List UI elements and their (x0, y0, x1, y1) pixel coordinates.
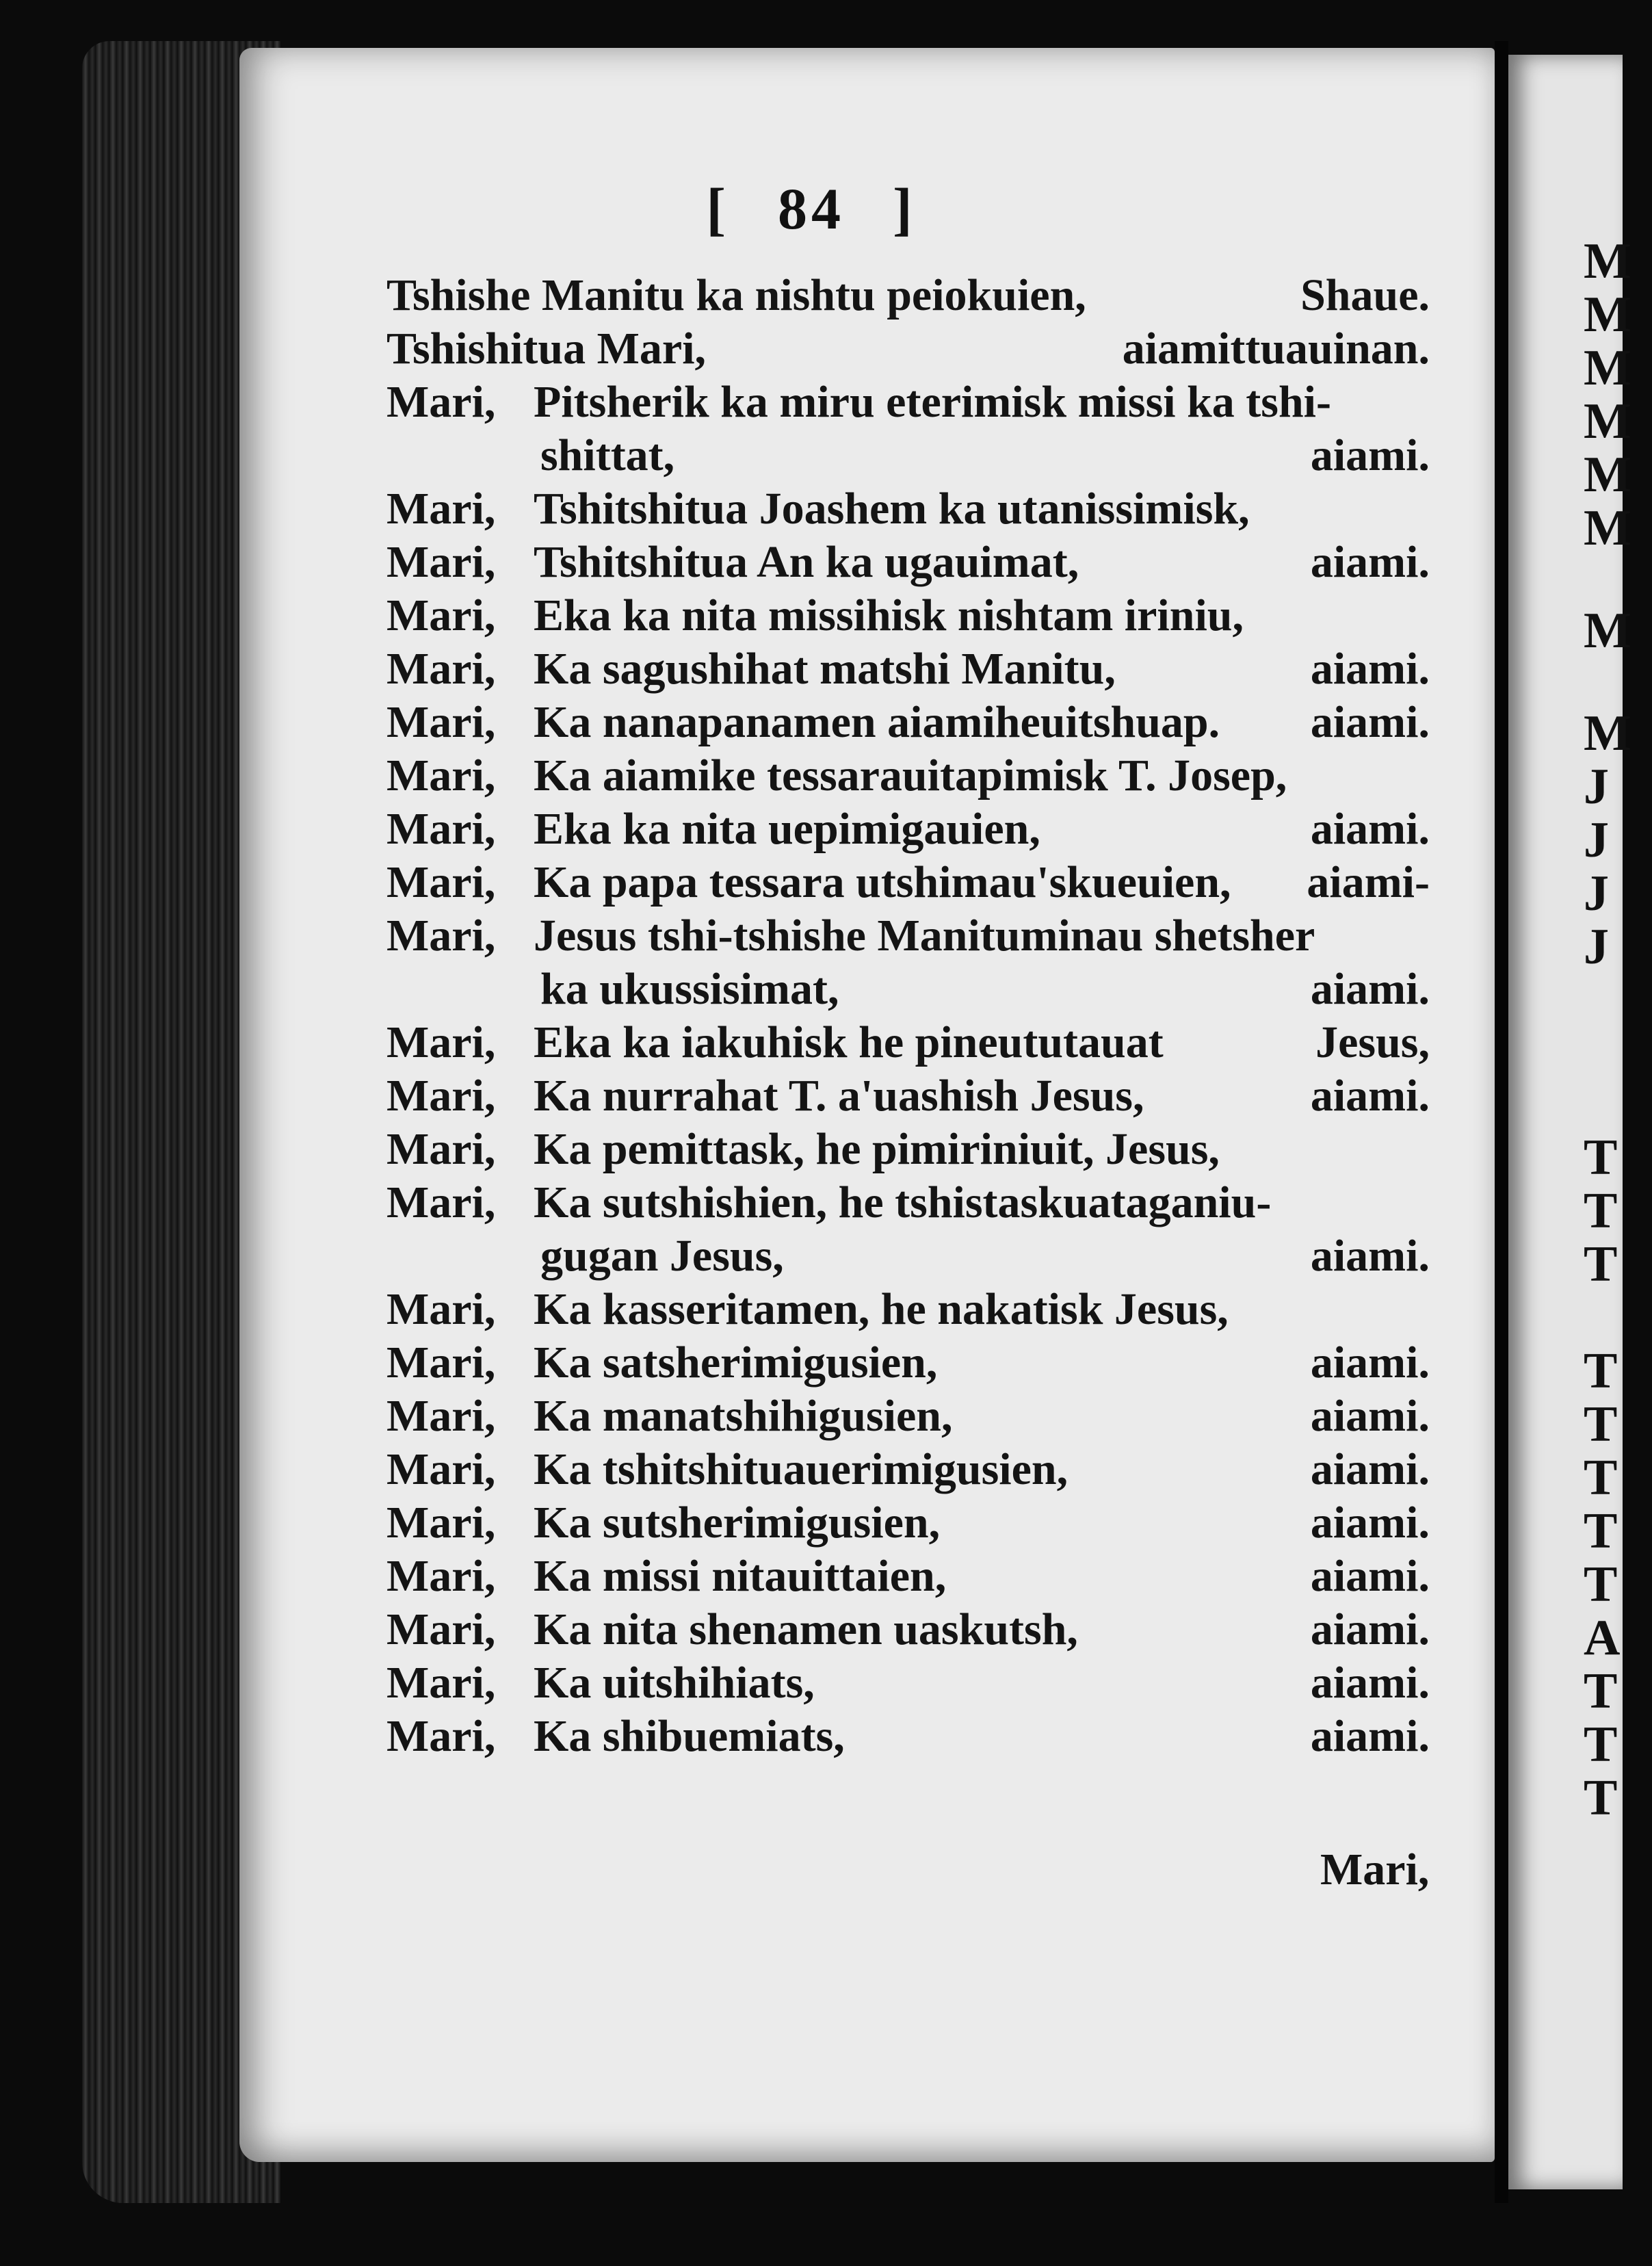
adjacent-page-letter: T (1584, 1557, 1618, 1613)
line-response: aiami. (1310, 537, 1430, 587)
adjacent-page-letter: M (1584, 340, 1631, 396)
line-text: Ka tshitshituauerimigusien, (534, 1444, 1068, 1494)
line-text: Ka uitshihiats, (534, 1658, 815, 1708)
line-invocation: Mari, (386, 911, 496, 961)
line-invocation: Mari, (386, 1391, 496, 1441)
adjacent-page-letter: J (1584, 919, 1609, 975)
adjacent-page-letter: T (1584, 1450, 1618, 1506)
line-invocation: Mari, (386, 1604, 496, 1654)
line-response: aiami. (1310, 430, 1430, 480)
line-invocation: Mari, (386, 1124, 496, 1174)
line-invocation: Mari, (386, 857, 496, 907)
line-response: aiami. (1310, 697, 1430, 747)
line-invocation: Mari, (386, 1551, 496, 1601)
adjacent-page-letter: A (1584, 1610, 1621, 1666)
line-invocation: Mari, (386, 697, 496, 747)
line-text: Tshitshitua Joashem ka utanissimisk, (534, 484, 1250, 534)
line-response: aiami. (1310, 1231, 1430, 1281)
line-text: Tshishe Manitu ka nishtu peiokuien, (386, 270, 1086, 320)
adjacent-page-letter: M (1584, 603, 1631, 659)
catchword: Mari, (1320, 1845, 1430, 1894)
text-line (386, 694, 1430, 751)
line-invocation: Mari, (386, 1444, 496, 1494)
line-response: Shaue. (1300, 270, 1430, 320)
text-line (386, 1014, 1430, 1071)
line-response: aiami. (1310, 1551, 1430, 1601)
adjacent-page-letter: J (1584, 759, 1609, 815)
text-line (386, 587, 1430, 644)
line-response: aiami. (1310, 1071, 1430, 1121)
line-invocation: Mari, (386, 1711, 496, 1761)
adjacent-page-letter: T (1584, 1396, 1618, 1453)
adjacent-page-letter: T (1584, 1770, 1618, 1826)
line-response: Jesus, (1315, 1017, 1430, 1067)
line-invocation: Mari, (386, 537, 496, 587)
text-line (386, 1708, 1430, 1765)
line-invocation: Mari, (386, 804, 496, 854)
text-line (386, 534, 1430, 591)
text-line (386, 1494, 1430, 1552)
line-text: Ka nita shenamen uaskutsh, (534, 1604, 1078, 1654)
line-response: aiami. (1310, 1444, 1430, 1494)
adjacent-page-letter: T (1584, 1183, 1618, 1239)
line-text: Ka satsherimigusien, (534, 1338, 938, 1388)
text-line (386, 800, 1430, 858)
line-text: Eka ka iakuhisk he pineututauat (534, 1017, 1164, 1067)
line-invocation: Mari, (386, 1338, 496, 1388)
line-invocation: Mari, (386, 377, 496, 427)
line-invocation: Mari, (386, 1498, 496, 1548)
page-number: 84 (778, 176, 845, 242)
right-bracket: ] (893, 176, 917, 242)
line-text: Tshitshitua An ka ugauimat, (534, 537, 1079, 587)
text-line (386, 854, 1430, 911)
line-text: Ka pemittask, he pimiriniuit, Jesus, (534, 1124, 1220, 1174)
line-text: Jesus tshi-tshishe Manituminau shetsher (534, 911, 1315, 961)
text-line (386, 1388, 1430, 1445)
line-invocation: Mari, (386, 1658, 496, 1708)
line-text: gugan Jesus, (540, 1231, 784, 1281)
text-line (386, 1281, 1430, 1338)
text-line (386, 1601, 1430, 1658)
line-text: Tshishitua Mari, (386, 324, 707, 374)
line-response: aiamittuauinan. (1122, 324, 1430, 374)
text-line (386, 907, 1430, 965)
text-line (386, 374, 1430, 431)
text-line (386, 961, 1430, 1018)
line-text: Pitsherik ka miru eterimisk missi ka tshi- (534, 377, 1331, 427)
line-text: ka ukussisimat, (540, 964, 839, 1014)
adjacent-page-letter: J (1584, 812, 1609, 868)
line-response: aiami. (1310, 804, 1430, 854)
line-response: aiami. (1310, 1391, 1430, 1441)
adjacent-page-letter: M (1584, 287, 1631, 343)
line-invocation: Mari, (386, 1071, 496, 1121)
adjacent-page-letter: M (1584, 447, 1631, 503)
adjacent-page-letter: T (1584, 1503, 1618, 1559)
adjacent-page-letter: T (1584, 1343, 1618, 1399)
line-text: Ka sagushihat matshi Manitu, (534, 644, 1116, 694)
text-line (386, 1654, 1430, 1712)
line-text: Ka shibuemiats, (534, 1711, 845, 1761)
line-response: aiami. (1310, 1338, 1430, 1388)
line-text: Ka sutshishien, he tshistaskuataganiu- (534, 1177, 1272, 1227)
adjacent-page-letter: T (1584, 1236, 1618, 1292)
adjacent-page-letter: M (1584, 705, 1631, 761)
adjacent-page-letter: M (1584, 393, 1631, 450)
line-invocation: Mari, (386, 590, 496, 640)
line-response: aiami. (1310, 964, 1430, 1014)
line-text: Ka manatshihigusien, (534, 1391, 953, 1441)
line-text: Eka ka nita uepimigauien, (534, 804, 1040, 854)
text-line (386, 1227, 1430, 1285)
line-response: aiami. (1310, 1604, 1430, 1654)
line-text: Ka nanapanamen aiamiheuitshuap. (534, 697, 1220, 747)
adjacent-page-letter: J (1584, 865, 1609, 922)
line-invocation: Mari, (386, 644, 496, 694)
text-line (386, 1067, 1430, 1125)
line-text: Eka ka nita missihisk nishtam iriniu, (534, 590, 1244, 640)
line-text: Ka missi nitauittaien, (534, 1551, 947, 1601)
line-response: aiami- (1307, 857, 1430, 907)
text-line (386, 747, 1430, 805)
line-response: aiami. (1310, 1711, 1430, 1761)
text-line (386, 1174, 1430, 1232)
text-line (386, 267, 1430, 324)
line-invocation: Mari, (386, 484, 496, 534)
line-text: Ka nurrahat T. a'uashish Jesus, (534, 1071, 1144, 1121)
left-bracket: [ (706, 176, 730, 242)
line-text: Ka papa tessara utshimau'skueuien, (534, 857, 1231, 907)
text-line (386, 427, 1430, 484)
line-invocation: Mari, (386, 1284, 496, 1334)
line-response: aiami. (1310, 1498, 1430, 1548)
line-text: Ka sutsherimigusien, (534, 1498, 941, 1548)
line-invocation: Mari, (386, 1017, 496, 1067)
line-response: aiami. (1310, 1658, 1430, 1708)
adjacent-page-letter: T (1584, 1130, 1618, 1186)
text-line (386, 640, 1430, 698)
line-text: shittat, (540, 430, 675, 480)
text-line (386, 1334, 1430, 1392)
line-invocation: Mari, (386, 1177, 496, 1227)
adjacent-page-letter: T (1584, 1717, 1618, 1773)
adjacent-page-letter: M (1584, 500, 1631, 556)
text-line (386, 1441, 1430, 1498)
line-text: Ka kasseritamen, he nakatisk Jesus, (534, 1284, 1229, 1334)
line-text: Ka aiamike tessarauitapimisk T. Josep, (534, 751, 1287, 800)
text-line (386, 1121, 1430, 1178)
adjacent-page-letter: M (1584, 233, 1631, 289)
line-response: aiami. (1310, 644, 1430, 694)
adjacent-page-letter: T (1584, 1663, 1618, 1719)
text-line (386, 1548, 1430, 1605)
line-invocation: Mari, (386, 751, 496, 800)
text-line (386, 320, 1430, 378)
text-line (386, 480, 1430, 538)
